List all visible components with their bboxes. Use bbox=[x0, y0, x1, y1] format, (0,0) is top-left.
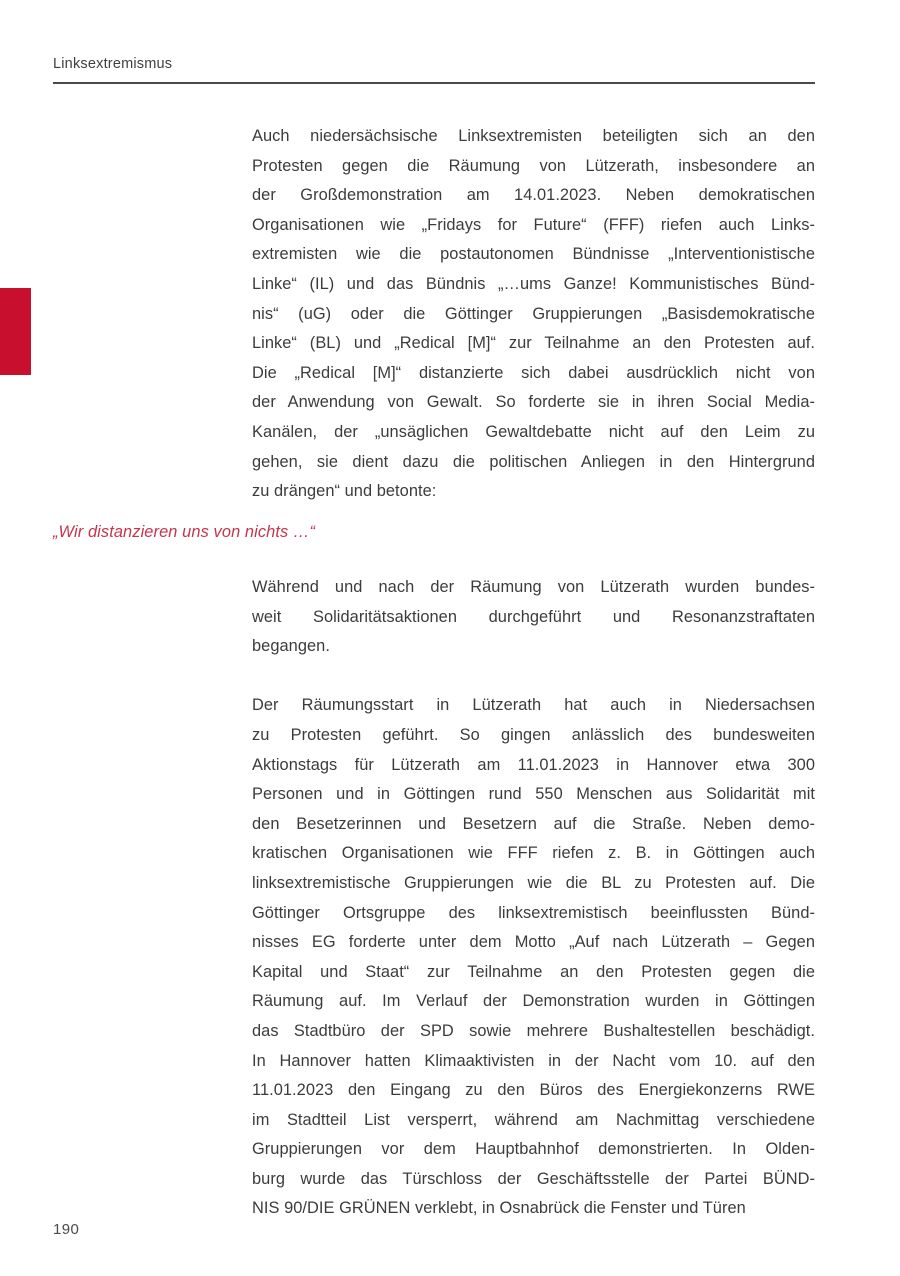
text-line: nisses EG forderte unter dem Motto „Auf nach Lützerath – Gegen bbox=[252, 933, 815, 952]
body-text-block-upper bbox=[252, 122, 815, 507]
text-line: Personen und in Göttingen rund 550 Menschen aus Solidarität mit bbox=[252, 785, 815, 804]
chapter-color-tab bbox=[0, 288, 31, 375]
running-head-rule bbox=[53, 82, 815, 83]
text-line: der Großdemonstration am 14.01.2023. Neben demokratischen bbox=[252, 186, 815, 205]
text-line: Der Räumungsstart in Lützerath hat auch in Niedersachsen bbox=[252, 696, 815, 715]
text-line: Kapital und Staat“ zur Teilnahme an den Protesten gegen die bbox=[252, 962, 815, 981]
text-line: gehen, sie dient dazu die politischen Anliegen in den Hintergrund bbox=[252, 452, 815, 471]
text-line: Protesten gegen die Räumung von Lützerath, insbesondere an bbox=[252, 156, 815, 175]
text-line: linksextremistische Gruppierungen wie die BL zu Protesten auf. Die bbox=[252, 873, 815, 892]
text-line: Gruppierungen vor dem Hauptbahnhof demonstrierten. In Olden- bbox=[252, 1140, 815, 1159]
text-line: zu Protesten geführt. So gingen anlässlich des bundesweiten bbox=[252, 725, 815, 744]
text-line: Linke“ (IL) und das Bündnis „…ums Ganze! Kommunistisches Bünd- bbox=[252, 274, 815, 293]
text-line: begangen. bbox=[252, 637, 330, 656]
text-line: Linke“ (BL) und „Redical [M]“ zur Teilnahme an den Protesten auf. bbox=[252, 334, 815, 353]
paragraph-2 bbox=[252, 573, 815, 662]
text-line: der Anwendung von Gewalt. So forderte sie in ihren Social Media- bbox=[252, 393, 815, 412]
text-line: Auch niedersächsische Linksextremisten beteiligten sich an den bbox=[252, 127, 815, 145]
text-line: weit Solidaritätsaktionen durchgeführt und Resonanzstraftaten bbox=[252, 607, 815, 626]
text-line: zu drängen“ und betonte: bbox=[252, 482, 437, 501]
body-text-block-lower bbox=[252, 573, 815, 1224]
text-line: NIS 90/DIE GRÜNEN verklebt, in Osnabrück die Fenster und Türen bbox=[252, 1199, 746, 1218]
paragraph-3 bbox=[252, 691, 815, 1224]
text-line: Organisationen wie „Fridays for Future“ (FFF) riefen auch Links- bbox=[252, 215, 815, 234]
text-line: In Hannover hatten Klimaaktivisten in der Nacht vom 10. auf den bbox=[252, 1051, 815, 1070]
text-line: burg wurde das Türschloss der Geschäftsstelle der Partei BÜND- bbox=[252, 1169, 815, 1188]
text-line: Während und nach der Räumung von Lützerath wurden bundes- bbox=[252, 578, 815, 596]
text-line: extremisten wie die postautonomen Bündnisse „Interventionistische bbox=[252, 245, 815, 264]
paragraph-1 bbox=[252, 122, 815, 507]
text-line: den Besetzerinnen und Besetzern auf die Straße. Neben demo- bbox=[252, 814, 815, 833]
page-number: 190 bbox=[53, 1221, 80, 1238]
text-line: 11.01.2023 den Eingang zu den Büros des Energiekonzerns RWE bbox=[252, 1081, 815, 1100]
pull-quote: „Wir distanzieren uns von nichts …“ bbox=[53, 523, 316, 541]
text-line: Göttinger Ortsgruppe des linksextremistisch beeinflussten Bünd- bbox=[252, 903, 815, 922]
text-line: nis“ (uG) oder die Göttinger Gruppierungen „Basisdemokratische bbox=[252, 304, 815, 323]
text-line: Die „Redical [M]“ distanzierte sich dabei ausdrücklich nicht von bbox=[252, 363, 815, 382]
text-line: Kanälen, der „unsäglichen Gewaltdebatte nicht auf den Leim zu bbox=[252, 422, 815, 441]
text-line: das Stadtbüro der SPD sowie mehrere Bushaltestellen beschädigt. bbox=[252, 1021, 815, 1040]
text-line: Aktionstags für Lützerath am 11.01.2023 in Hannover etwa 300 bbox=[252, 755, 815, 774]
text-line: kratischen Organisationen wie FFF riefen z. B. in Göttingen auch bbox=[252, 844, 815, 863]
running-head bbox=[53, 56, 815, 84]
running-head-label: Linksextremismus bbox=[53, 56, 173, 72]
text-line: Räumung auf. Im Verlauf der Demonstration wurden in Göttingen bbox=[252, 992, 815, 1011]
text-line: im Stadtteil List versperrt, während am Nachmittag verschiedene bbox=[252, 1110, 815, 1129]
